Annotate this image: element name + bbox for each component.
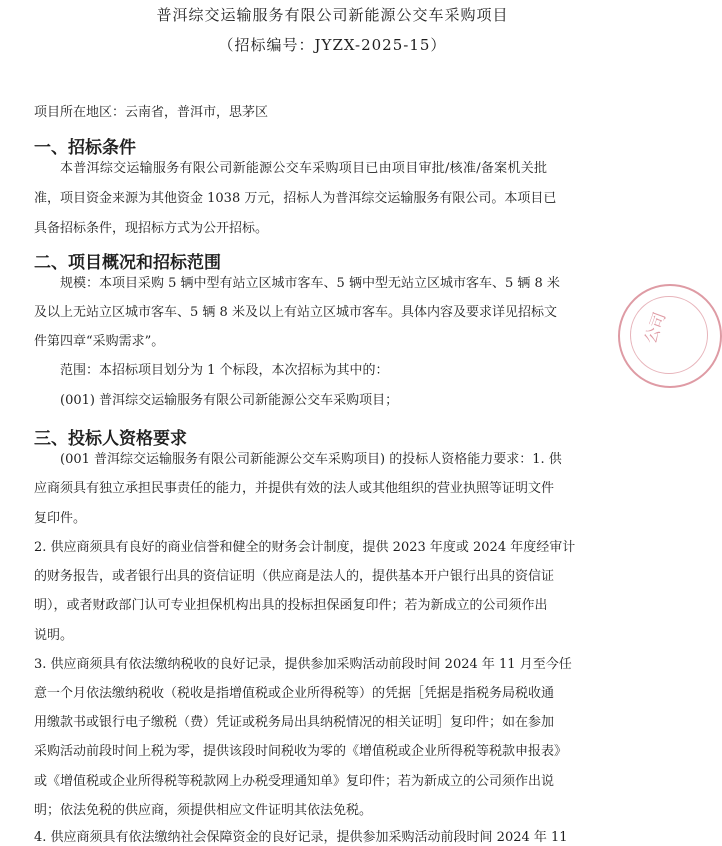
paragraph-line: 意一个月依法缴纳税收（税收是指增值税或企业所得税等）的凭据［凭据是指税务局税收通 <box>34 686 555 701</box>
paragraph-line: 本普洱综交运输服务有限公司新能源公交车采购项目已由项目审批/核准/备案机关批 <box>60 161 547 176</box>
paragraph-line: 及以上无站立区城市客车、5 辆 8 米及以上有站立区城市客车。具体内容及要求详见招标文 <box>34 305 557 320</box>
section-heading-bidder-qualifications: 三、投标人资格要求 <box>34 429 187 449</box>
paragraph-line: 具备招标条件，现招标方式为公开招标。 <box>34 221 269 236</box>
paragraph-line: 4. 供应商须具有依法缴纳社会保障资金的良好记录，提供参加采购活动前段时间 2024 年 11 <box>34 830 568 845</box>
paragraph-line: 明），或者财政部门认可专业担保机构出具的投标担保函复印件；若为新成立的公司须作出 <box>34 598 548 613</box>
paragraph-line: 应商须具有独立承担民事责任的能力，并提供有效的法人或其他组织的营业执照等证明文件 <box>34 481 555 496</box>
paragraph-line: (001) 普洱综交运输服务有限公司新能源公交车采购项目； <box>60 393 399 408</box>
document-title: 普洱综交运输服务有限公司新能源公交车采购项目 <box>156 6 509 24</box>
paragraph-line: 范围：本招标项目划分为 1 个标段，本次招标为其中的： <box>60 363 389 378</box>
paragraph-line: 复印件。 <box>34 511 87 526</box>
paragraph-line: 件第四章“采购需求”。 <box>34 334 165 349</box>
paragraph-line: 说明。 <box>34 628 74 643</box>
tender-number: （招标编号：JYZX-2025-15） <box>218 36 447 54</box>
paragraph-line: 用缴款书或银行电子缴税（费）凭证或税务局出具纳税情况的相关证明］复印件；如在参加 <box>34 715 555 730</box>
paragraph-line: 3. 供应商须具有依法缴纳税收的良好记录，提供参加采购活动前段时间 2024 年 11 月至今任 <box>34 657 572 672</box>
paragraph-line: 明；依法免税的供应商，须提供相应文件证明其依法免税。 <box>34 803 373 818</box>
paragraph-line: 规模：本项目采购 5 辆中型有站立区城市客车、5 辆中型无站立区城市客车、5 辆 8 米 <box>60 276 560 291</box>
paragraph-line: 的财务报告，或者银行出具的资信证明（供应商是法人的，提供基本开户银行出具的资信证 <box>34 569 555 584</box>
paragraph-line: 采购活动前段时间上税为零，提供该段时间税收为零的《增值税或企业所得税等税款申报表》 <box>34 744 568 759</box>
project-location: 项目所在地区：云南省，普洱市，思茅区 <box>34 105 269 120</box>
seal-text: 公司 <box>640 309 670 347</box>
section-heading-bidding-conditions: 一、招标条件 <box>34 138 136 158</box>
paragraph-line: (001 普洱综交运输服务有限公司新能源公交车采购项目) 的投标人资格能力要求：1. 供 <box>60 452 562 467</box>
paragraph-line: 或《增值税或企业所得税等税款网上办税受理通知单》复印件；若为新成立的公司须作出说 <box>34 774 555 789</box>
company-seal-stamp <box>618 284 722 388</box>
paragraph-line: 准，项目资金来源为其他资金 1038 万元，招标人为普洱综交运输服务有限公司。本项目已 <box>34 191 557 206</box>
paragraph-line: 2. 供应商须具有良好的商业信誉和健全的财务会计制度，提供 2023 年度或 2024 年度经审计 <box>34 540 576 555</box>
section-heading-project-overview: 二、项目概况和招标范围 <box>34 253 221 273</box>
